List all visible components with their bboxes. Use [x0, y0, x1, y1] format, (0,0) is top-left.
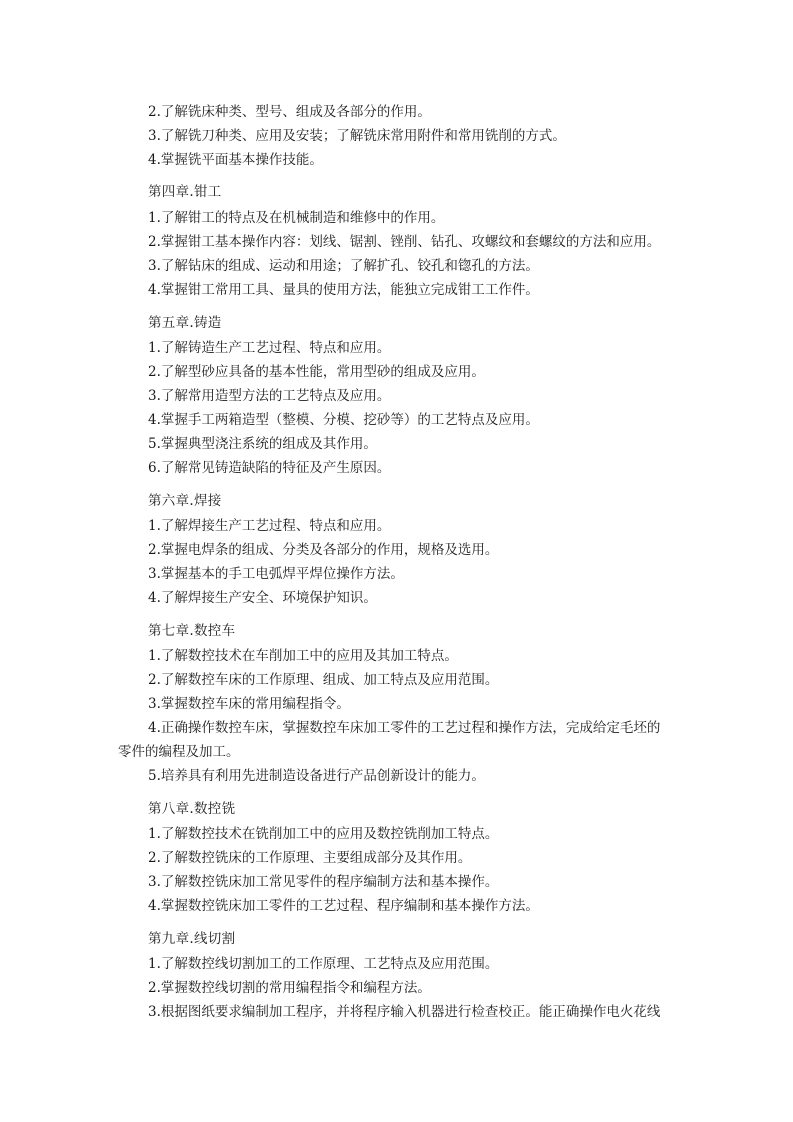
list-item: 2.了解铣床种类、型号、组成及各部分的作用。	[148, 104, 431, 120]
list-item: 3.了解数控铣床加工常见零件的程序编制方法和基本操作。	[148, 874, 499, 890]
list-item: 4.掌握铣平面基本操作技能。	[148, 152, 323, 168]
list-item: 2.了解数控铣床的工作原理、主要组成部分及其作用。	[148, 850, 472, 866]
list-item: 6.了解常见铸造缺陷的特征及产生原因。	[148, 460, 391, 476]
list-item: 4.掌握数控铣床加工零件的工艺过程、程序编制和基本操作方法。	[148, 898, 539, 914]
list-item: 1.了解钳工的特点及在机械制造和维修中的作用。	[148, 210, 445, 226]
list-item: 2.掌握数控线切割的常用编程指令和编程方法。	[148, 980, 431, 996]
chapter-heading: 第六章.焊接	[148, 493, 222, 509]
list-item: 4.掌握手工两箱造型（整模、分模、挖砂等）的工艺特点及应用。	[148, 412, 539, 428]
chapter-heading: 第四章.钳工	[148, 184, 222, 200]
list-item: 4.了解焊接生产安全、环境保护知识。	[148, 590, 377, 606]
chapter-heading: 第五章.铸造	[148, 315, 222, 331]
list-item: 1.了解数控线切割加工的工作原理、工艺特点及应用范围。	[148, 956, 499, 972]
chapter-heading: 第八章.数控铣	[148, 801, 236, 817]
list-item: 5.掌握典型浇注系统的组成及其作用。	[148, 436, 377, 452]
chapter-heading: 第七章.数控车	[148, 623, 236, 639]
list-item: 1.了解数控技术在铣削加工中的应用及数控铣削加工特点。	[148, 826, 499, 842]
list-item: 2.掌握电焊条的组成、分类及各部分的作用，规格及选用。	[148, 542, 499, 558]
list-item: 3.掌握数控车床的常用编程指令。	[148, 696, 350, 712]
list-item: 1.了解数控技术在车削加工中的应用及其加工特点。	[148, 648, 458, 664]
list-item: 5.培养具有利用先进制造设备进行产品创新设计的能力。	[148, 768, 485, 784]
list-item: 3.了解铣刀种类、应用及安装；了解铣床常用附件和常用铣削的方式。	[148, 128, 566, 144]
list-item: 2.了解型砂应具备的基本性能，常用型砂的组成及应用。	[148, 364, 485, 380]
list-item: 3.了解钻床的组成、运动和用途；了解扩孔、铰孔和锪孔的方法。	[148, 258, 539, 274]
list-item: 2.掌握钳工基本操作内容：划线、锯割、锉削、钻孔、攻螺纹和套螺纹的方法和应用。	[148, 234, 661, 250]
chapter-heading: 第九章.线切割	[148, 931, 236, 947]
list-item: 3.根据图纸要求编制加工程序，并将程序输入机器进行检查校正。能正确操作电火花线	[148, 1004, 661, 1020]
list-item: 2.了解数控车床的工作原理、组成、加工特点及应用范围。	[148, 672, 499, 688]
list-item-continuation: 零件的编程及加工。	[118, 744, 240, 760]
list-item: 1.了解铸造生产工艺过程、特点和应用。	[148, 340, 391, 356]
list-item: 3.了解常用造型方法的工艺特点及应用。	[148, 388, 391, 404]
list-item: 1.了解焊接生产工艺过程、特点和应用。	[148, 518, 391, 534]
list-item: 4.正确操作数控车床，掌握数控车床加工零件的工艺过程和操作方法，完成给定毛坯的	[148, 720, 661, 736]
list-item: 4.掌握钳工常用工具、量具的使用方法，能独立完成钳工工作件。	[148, 282, 539, 298]
list-item: 3.掌握基本的手工电弧焊平焊位操作方法。	[148, 566, 404, 582]
